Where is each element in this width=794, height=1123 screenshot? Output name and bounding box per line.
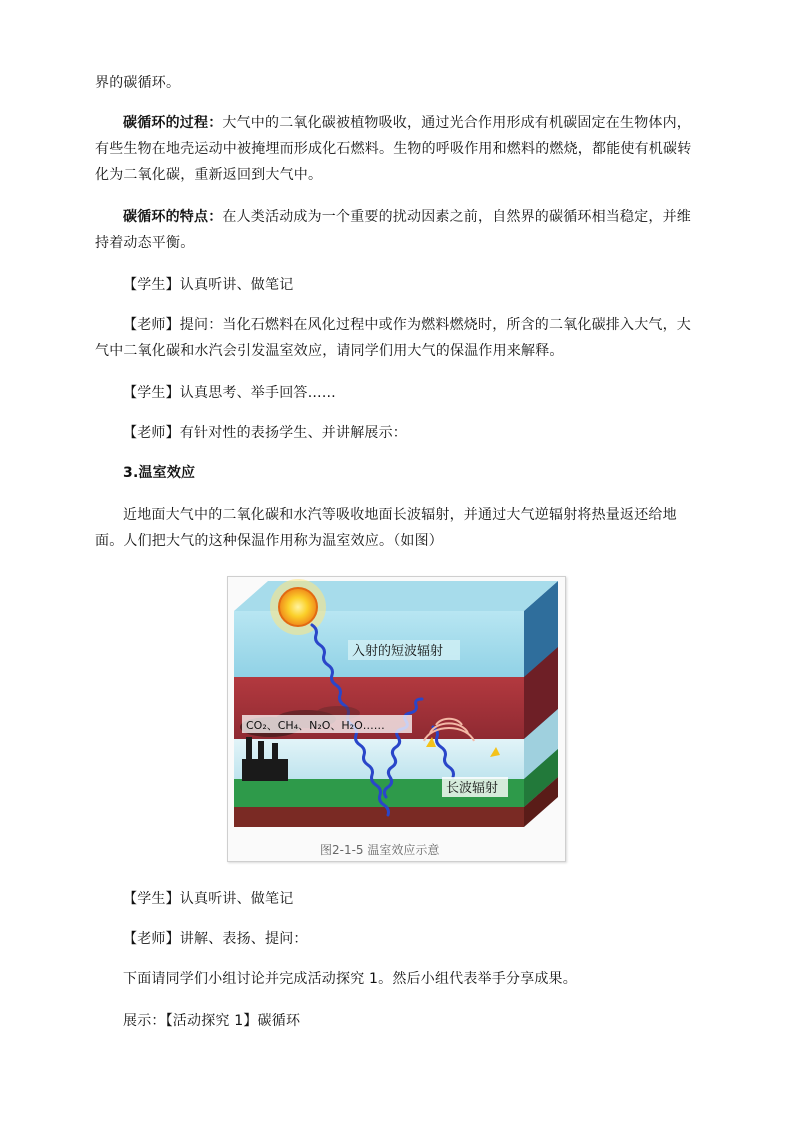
paragraph-carbon-cycle-features <box>95 204 705 256</box>
paragraph-teacher-question: 【老师】提问：当化石燃料在风化过程中或作为燃料燃烧时，所含的二氧化碳排入大气，大气中二氧化碳和水汽会引发温室效应，请同学们用大气的保温作用来解释。 <box>95 317 691 359</box>
paragraph-intro-end: 界的碳循环。 <box>95 75 181 91</box>
paragraph-teacher-explain: 【老师】讲解、表扬、提问： <box>123 931 308 947</box>
sun-icon <box>279 588 317 626</box>
greenhouse-gases-label: CO₂、CH₄、N₂O、H₂O…… <box>246 719 385 732</box>
paragraph-group-discussion: 下面请同学们小组讨论并完成活动探究 1。然后小组代表举手分享成果。 <box>123 971 577 987</box>
section-heading-greenhouse: 3.温室效应 <box>123 465 196 481</box>
long-wave-label: 长波辐射 <box>446 781 499 796</box>
paragraph-carbon-cycle-process <box>95 110 705 188</box>
label-carbon-cycle-process: 碳循环的过程： <box>123 115 223 131</box>
paragraph-student-listen: 【学生】认真听讲、做笔记 <box>123 277 294 293</box>
ground-base <box>234 807 524 827</box>
figure-caption: 图2-1-5 温室效应示意 <box>320 843 440 857</box>
paragraph-student-notes: 【学生】认真听讲、做笔记 <box>123 891 294 907</box>
greenhouse-effect-figure <box>227 576 566 862</box>
paragraph-student-think: 【学生】认真思考、举手回答…… <box>123 385 336 401</box>
text-carbon-cycle-process: 大气中的二氧化碳被植物吸收，通过光合作用形成有机碳固定在生物体内，有些生物在地壳运动中被掩埋而形成化石燃料。生物的呼吸作用和燃料的燃烧，都能使有机碳转化为二氧化碳，重新返回到大气中。 <box>95 115 692 183</box>
label-carbon-cycle-features: 碳循环的特点： <box>123 209 223 225</box>
short-wave-label: 入射的短波辐射 <box>352 644 444 659</box>
text-carbon-cycle-features: 在人类活动成为一个重要的扰动因素之前，自然界的碳循环相当稳定，并维持着动态平衡。 <box>95 209 692 251</box>
paragraph-greenhouse-definition: 近地面大气中的二氧化碳和水汽等吸收地面长波辐射，并通过大气逆辐射将热量返还给地面。人们把大气的这种保温作用称为温室效应。（如图） <box>95 507 677 549</box>
paragraph-teacher-praise: 【老师】有针对性的表扬学生、并讲解展示： <box>123 425 407 441</box>
paragraph-activity-display: 展示：【活动探究 1】碳循环 <box>123 1013 301 1029</box>
